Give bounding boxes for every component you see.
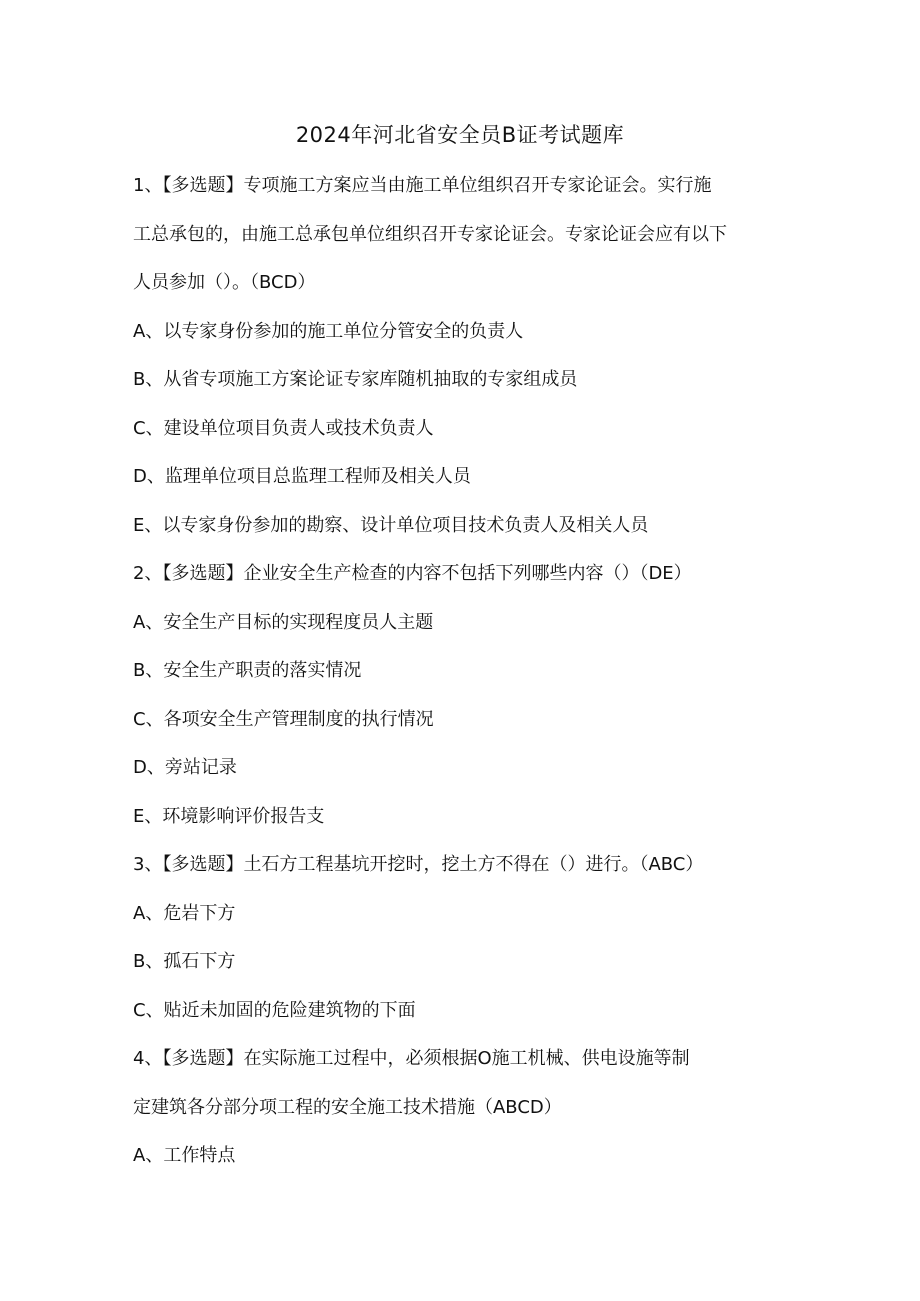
- question-text-line: 4、【多选题】在实际施工过程中，必须根据O施工机械、供电设施等制: [133, 1048, 690, 1069]
- question-4: [133, 1041, 793, 1187]
- question-list: [133, 168, 793, 1187]
- answer-option: A、以专家身份参加的施工单位分管安全的负责人: [133, 320, 524, 342]
- answer-option: D、监理单位项目总监理工程师及相关人员: [133, 466, 471, 487]
- answer-option: C、各项安全生产管理制度的执行情况: [133, 708, 434, 730]
- answer-option: E、环境影响评价报告支: [133, 805, 325, 827]
- question-text-line: 3、【多选题】土石方工程基坑开挖时，挖土方不得在（）进行。（ABC）: [133, 854, 704, 875]
- answer-option: A、安全生产目标的实现程度员人主题: [133, 611, 434, 633]
- answer-option: B、安全生产职责的落实情况: [133, 660, 362, 681]
- question-2: [133, 556, 793, 847]
- question-1: [133, 168, 793, 556]
- answer-option: C、贴近未加固的危险建筑物的下面: [133, 999, 416, 1021]
- answer-option: B、孤石下方: [133, 951, 236, 972]
- question-text-line: 定建筑各分部分项工程的安全施工技术措施（ABCD）: [133, 1096, 562, 1118]
- question-text-line: 2、【多选题】企业安全生产检查的内容不包括下列哪些内容（）（DE）: [133, 563, 692, 584]
- question-text-line: 工总承包的，由施工总承包单位组织召开专家论证会。专家论证会应有以下: [133, 223, 727, 245]
- question-3: [133, 847, 793, 1041]
- answer-option: A、工作特点: [133, 1145, 236, 1166]
- document-title: 2024年河北省安全员B证考试题库: [295, 123, 625, 147]
- answer-option: D、旁站记录: [133, 757, 237, 778]
- question-text-line: 人员参加（）。（BCD）: [133, 272, 316, 293]
- question-text-line: 1、【多选题】专项施工方案应当由施工单位组织召开专家论证会。实行施: [133, 175, 712, 196]
- answer-option: E、以专家身份参加的勘察、设计单位项目技术负责人及相关人员: [133, 514, 649, 536]
- answer-option: B、从省专项施工方案论证专家库随机抽取的专家组成员: [133, 369, 578, 390]
- answer-option: A、危岩下方: [133, 902, 236, 924]
- answer-option: C、建设单位项目负责人或技术负责人: [133, 417, 434, 439]
